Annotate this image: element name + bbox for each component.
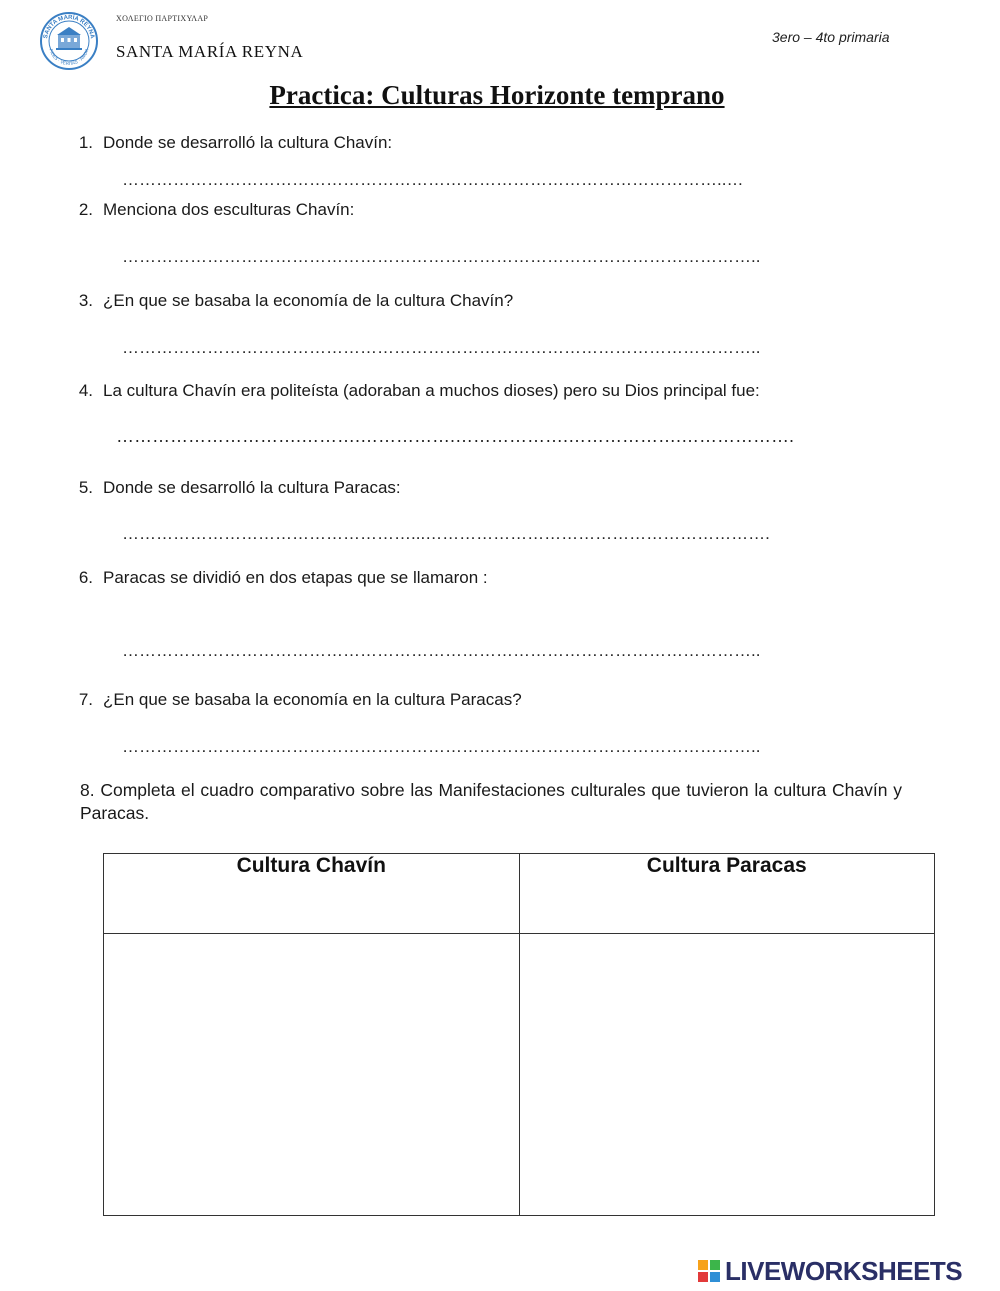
question-number: 7. [78,690,93,709]
question-text: Menciona dos esculturas Chavín: [103,200,355,219]
brand-block [709,1259,721,1271]
grade-level: 3ero – 4to primaria [772,29,890,45]
comparison-table [103,853,935,1216]
answer-line-6[interactable]: ………………………………………………………………………………………………….. [122,641,761,660]
answer-line-5[interactable]: ……………………………………………...……………………………………………………. [122,524,770,543]
brand-blocks-icon [697,1259,721,1283]
question-text: La cultura Chavín era politeísta (adoraban a muchos dioses) pero su Dios principal fue: [103,381,760,400]
school-seal-logo [40,12,98,70]
question-number: 4. [78,381,93,400]
answer-line-4[interactable]: ………………………….……….…………….……………….……………….………………. [116,426,795,446]
question-8: 8. Completa el cuadro comparativo sobre las Manifestaciones culturales que tuvieron la cultura Chavín y Paracas. [80,780,902,823]
school-name: SANTA MARÍA REYNA [116,42,304,61]
table-header-row [104,854,935,934]
question-number: 6. [78,568,93,587]
brand-text: LIVEWORKSHEETS [725,1255,963,1286]
question-text: ¿En que se basaba la economía de la cultura Chavín? [103,291,514,310]
header-label: Cultura Paracas [646,854,807,877]
school-subtitle: ΧΟΛΕΓΙΟ ΠΑΡΤΙΧΥΛΑΡ [116,14,209,23]
question-text: Donde se desarrolló la cultura Paracas: [103,478,401,497]
seal-top-text: SANTA MARÍA REYNA [43,14,95,40]
header-cultura-paracas [519,854,935,934]
page-title: Practica: Culturas Horizonte temprano [269,80,725,110]
answer-cell-chavin[interactable] [104,934,520,1216]
question-text: ¿En que se basaba la economía en la cultura Paracas? [103,690,522,709]
answer-cell-paracas[interactable] [519,934,935,1216]
header-cultura-chavin [104,854,520,934]
answer-line-2[interactable]: ………………………………………………………………………………………………….. [122,247,761,266]
brand-block [709,1271,721,1283]
question-text: Donde se desarrolló la cultura Chavín: [103,133,393,152]
header-label: Cultura Chavín [236,854,386,877]
table-row [104,934,935,1216]
question-number: 5. [78,478,93,497]
answer-line-1[interactable]: ……………………………………………………………………………………………..… [122,170,744,189]
brand-block [697,1259,709,1271]
question-number: 2. [78,200,93,219]
answer-line-7[interactable]: ………………………………………………………………………………………………….. [122,737,761,756]
brand-block [697,1271,709,1283]
answer-line-3[interactable]: ………………………………………………………………………………………………….. [122,338,761,357]
question-number: 1. [78,133,93,152]
liveworksheets-logo [697,1256,962,1286]
question-number: 3. [78,291,93,310]
question-text: Paracas se dividió en dos etapas que se llamaron : [103,568,488,587]
seal-bottom-text: FIDES · VERITAS · AMOR [48,48,90,67]
